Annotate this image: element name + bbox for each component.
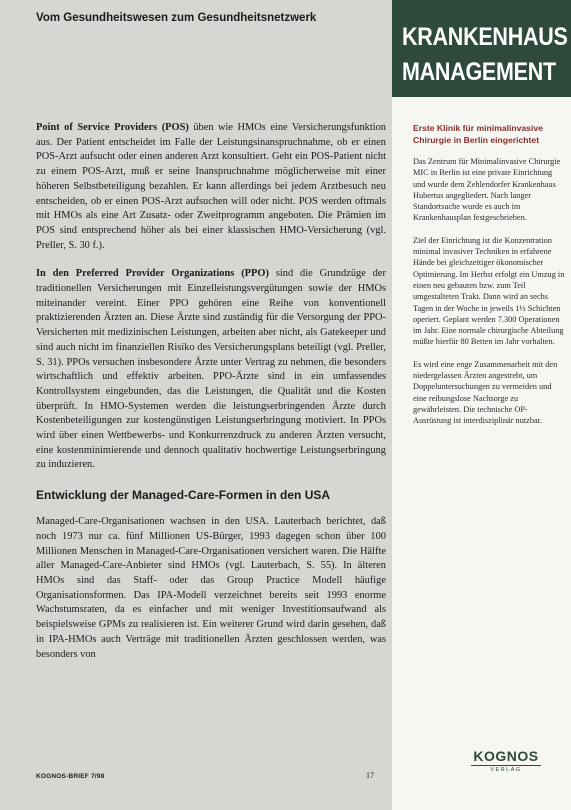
logo-subtitle: VERLAG [490,767,522,773]
brand-banner [392,0,571,97]
sidebar-news [413,122,565,438]
ppo-body: sind die Grundzüge der traditionellen Versicherungen mit Einzelleistungsvergütungen sowie der HMOs miteinander vereint. Einer PPO gehören eine Reihe von konventionell praktizierenden Ärzten an. Diese Ärzte sind zuständig für die Versorgung der PPO-Versicherten mit medizinischen Leistungen, arbeiten aber nicht, als Gatekeeper und sind auch nicht im finanziellen Risiko des Versicherungsplans beteiligt (vgl. Preller, S. 31). PPOs versuchen insbesondere Ärzte unter Vertrag zu nehmen, die besonders wirtschaftlich und effektiv arbeiten. PPO-Ärzte sind in ein umfassendes Kontrollsystem eingebunden, das die Leistungen, die Qualität und die Kosten überprüft. In HMO-Systemen werden die leistungserbringenden Ärzte durch Kostenbeteiligungen zur kostengünstigen Leistungserbringung motiviert. In PPOs wird über einen Wettbewerbs- und Konkurrenzdruck zu anderen Ärzten versucht, eine kostenminimierende und dennoch qualitativ hochwertige Leistungserbringung zu induzieren. [36,268,386,471]
pos-body: üben wie HMOs eine Versicherungsfunktion aus. Der Patient entscheidet im Falle der Leistungsinanspruchnahme, ob er einen POS-Arzt aufsucht oder einen anderen Arzt konsultiert. Geht ein POS-Patient nicht zu einem POS-Arzt, muß er seine Inanspruchnahme möglicherweise mit einer höheren Selbstbeteiligung bezahlen. Er kann allerdings bei jedem Arztbesuch neu entscheiden, ob er einen POS-Arzt aufsuchen will oder nicht. POS werden oftmals mit HMOs als eine Art Zusatz- oder Zweitprogramm angeboten. Die Prämien im POS sind entsprechend höher als bei einer klassischen HMO-Versicherung (vgl. Preller, S. 30 f.). [36,122,387,251]
sidebar-heading: Erste Klinik für minimalinvasive Chirurgie in Berlin eingerichtet [413,123,543,145]
brand-line-1: KRANKENHAUS [402,23,568,51]
ppo-lead: In den Preferred Provider Organizations (PPO) [36,268,269,280]
footer-issue: KOGNOS-BRIEF 7/98 [36,773,105,780]
pos-lead: Point of Service Providers (POS) [36,122,189,133]
brand-line-2: MANAGEMENT [402,58,556,86]
sidebar-paragraph-1: Das Zentrum für Minimalinvasive Chirurgie MIC in Berlin ist eine private Einrichtung und wurde dem Zehlendorfer Krankenhaus Hubertus angegliedert. Nach langer Standortsuche wurde es auch im Krankenhausplan festgeschrieben. [413,157,561,223]
section-heading: Entwicklung der Managed-Care-Formen in den USA [36,488,331,503]
sidebar-paragraph-3: Es wird eine enge Zusammenarbeit mit den niedergelassen Ärzten angestrebt, um Doppeluntersuchungen zu vermeiden und eine reibungslose Nachsorge zu gewährleisten. Die technische OP-Ausrüstung ist interdisziplinär nutzbar. [413,359,558,426]
ppo-paragraph [36,267,386,473]
page-number: 17 [366,771,374,780]
page-header-title: Vom Gesundheitswesen zum Gesundheitsnetzwerk [36,12,317,24]
logo-divider [471,765,541,766]
logo-wordmark: KOGNOS [473,748,539,764]
kognos-logo [465,748,547,780]
sidebar-paragraph-2: Ziel der Einrichtung ist die Konzentration minimal invasiver Techniken in erfahrene Hände bei gleichzeitiger ökonomischer Optimierung. Im Herbst erfolgt ein Umzug in einen neu gebauten bzw. zum Teil umgestalteten Trakt. Dann wird an sechs Tagen in der Woche in jeweils 1½ Schichten operiert. Geplant werden 7.300 Operationen im Jahr. Eine normale chirurgische Abteilung müßte hierfür 80 Betten im Jahr vorhalten. [413,235,565,347]
main-article [36,121,386,662]
usa-paragraph: Managed-Care-Organisationen wachsen in den USA. Lauterbach berichtet, daß noch 1973 nur ca. fünf Millionen US-Bürger, 1993 dagegen schon über 100 Millionen Menschen in Managed-Care-Organisationen versichert waren. Die Hälfte aller Managed-Care-Anbieter sind HMOs (vgl. Lauterbach, S. 55). In älteren HMOs sind das Staff- oder das Group Practice Modell häufige Organisationsformen. Das IPA-Modell verzeichnet bereits seit 1993 enorme Wachstumsraten, da es einfacher und mit weniger Investitionsaufwand als beispielsweise GPMs zu realisieren ist. Ein weiterer Grund wird darin gesehen, daß in IPA-HMOs auch Verträge mit traditionellen Ärzten geschlossen werden, was besonders von [36,516,386,660]
pos-paragraph [36,121,386,253]
